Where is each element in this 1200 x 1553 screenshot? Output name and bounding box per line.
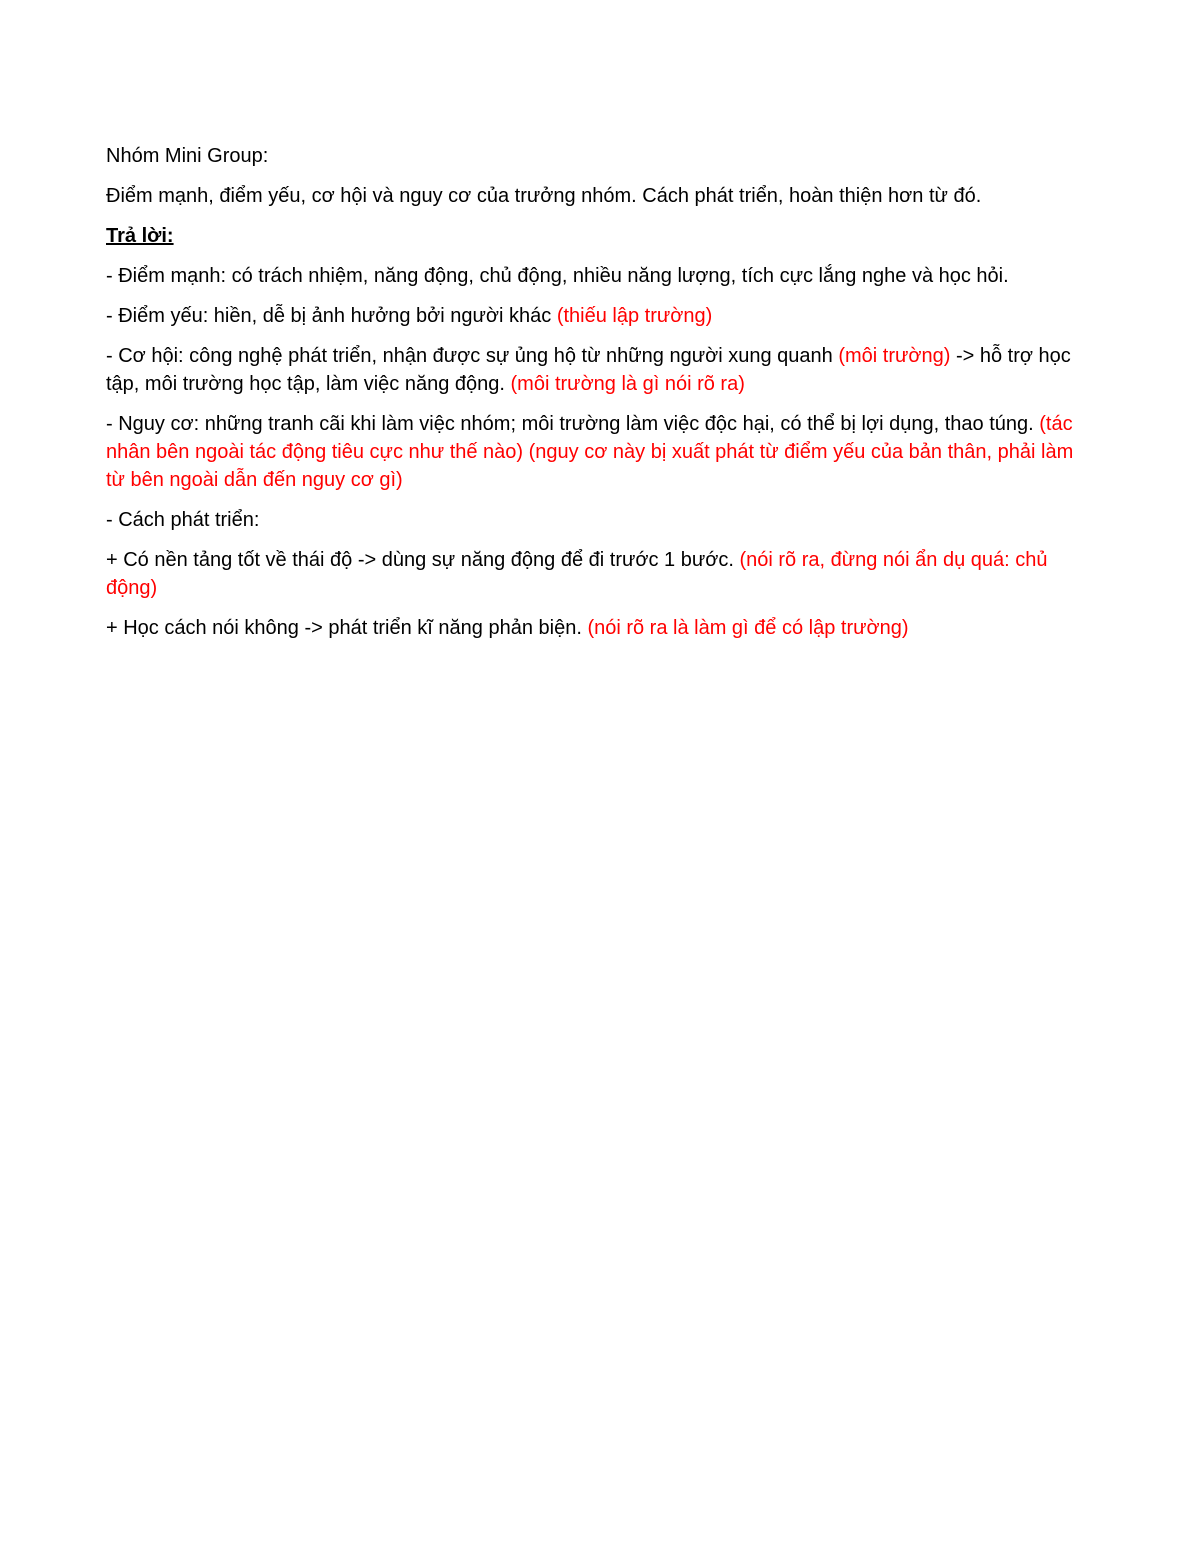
strengths-text: - Điểm mạnh: có trách nhiệm, năng động, chủ động, nhiều năng lượng, tích cực lắng nghe và học hỏi. [106, 265, 1009, 287]
development-item-1-note: (nói rõ ra, đừng nói ẩn dụ quá: chủ động) [106, 549, 1048, 599]
weaknesses-text: - Điểm yếu: hiền, dễ bị ảnh hưởng bởi người khác [106, 305, 557, 327]
question-text: Điểm mạnh, điểm yếu, cơ hội và nguy cơ của trưởng nhóm. Cách phát triển, hoàn thiện hơn từ đó. [106, 185, 982, 207]
development-heading-text: - Cách phát triển: [106, 509, 260, 531]
development-item-2-text: + Học cách nói không -> phát triển kĩ năng phản biện. [106, 617, 588, 639]
development-item-1 [106, 546, 1096, 602]
question-paragraph [106, 182, 1096, 210]
opportunities-text-after: -> hỗ trợ học tập, môi trường học tập, làm việc năng động. [106, 345, 1071, 395]
weaknesses-paragraph [106, 302, 1096, 330]
document-title [106, 142, 1096, 170]
weaknesses-note: (thiếu lập trường) [556, 305, 713, 327]
strengths-paragraph [106, 262, 1096, 290]
opportunities-paragraph [106, 342, 1096, 398]
threats-text: - Nguy cơ: những tranh cãi khi làm việc nhóm; môi trường làm việc độc hại, có thể bị lợi dụng, thao túng. [106, 413, 1040, 435]
threats-paragraph [106, 410, 1096, 494]
document-body [106, 142, 1096, 654]
development-item-2-note: (nói rõ ra là làm gì để có lập trường) [587, 617, 909, 639]
development-item-2 [106, 614, 1096, 642]
opportunities-text-before: - Cơ hội: công nghệ phát triển, nhận được sự ủng hộ từ những người xung quanh [106, 345, 839, 367]
development-item-1-text: + Có nền tảng tốt về thái độ -> dùng sự năng động để đi trước 1 bước. [106, 549, 740, 571]
development-heading [106, 506, 1096, 534]
threats-note: (tác nhân bên ngoài tác động tiêu cực như thế nào) (nguy cơ này bị xuất phát từ điểm yếu của bản thân, phải làm từ bên ngoài dẫn đến nguy cơ gì) [106, 413, 1074, 491]
document-title-text: Nhóm Mini Group: [106, 145, 269, 167]
answer-heading [106, 222, 1096, 250]
opportunities-note-1: (môi trường) [838, 345, 951, 367]
opportunities-note-2: (môi trường là gì nói rõ ra) [510, 373, 745, 395]
answer-heading-text: Trả lời: [106, 225, 174, 247]
